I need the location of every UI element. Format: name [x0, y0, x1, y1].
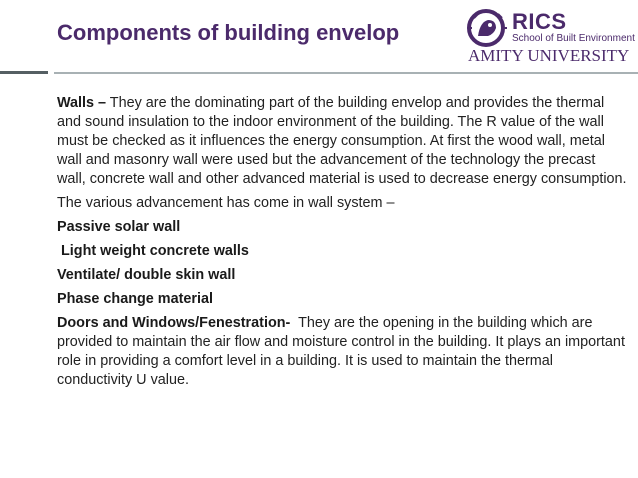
walls-heading: Walls –	[57, 95, 107, 111]
rics-amity-logo	[466, 8, 635, 65]
walls-paragraph	[57, 94, 627, 189]
advancement-paragraph: The various advancement has come in wall system –	[57, 195, 395, 211]
doors-paragraph	[57, 314, 627, 390]
title-divider-dark	[0, 71, 48, 74]
lion-emblem-icon	[466, 8, 508, 48]
doors-text: They are the opening in the building which are provided to maintain the air flow and moisture control in the building. It plays an important role in providing a comfort level in a building. It is used to maintain the thermal conductivity U value.	[57, 315, 629, 388]
university-name: AMITY UNIVERSITY	[468, 46, 630, 65]
rics-wordmark: RICS	[512, 9, 567, 34]
list-item-light-weight-concrete: Light weight concrete walls	[57, 243, 249, 259]
doors-heading: Doors and Windows/Fenestration-	[57, 315, 291, 331]
walls-text: They are the dominating part of the building envelop and provides the thermal and sound insulation to the indoor environment of the building. The R value of the wall must be checked as it influences the energy consumption. At first the wood wall, metal wall and masonry wall were used but the advancement of the technology the precast wall, concrete wall and other advanced material is used to decrease energy consumption.	[57, 95, 627, 187]
title-divider-light	[54, 72, 638, 74]
list-item-passive-solar-wall: Passive solar wall	[57, 219, 181, 235]
list-item-double-skin-wall: Ventilate/ double skin wall	[57, 267, 236, 283]
slide-title: Components of building envelop	[57, 20, 400, 45]
list-item-phase-change-material: Phase change material	[57, 291, 213, 307]
school-name: School of Built Environment	[512, 33, 635, 44]
slide-body	[57, 94, 627, 395]
